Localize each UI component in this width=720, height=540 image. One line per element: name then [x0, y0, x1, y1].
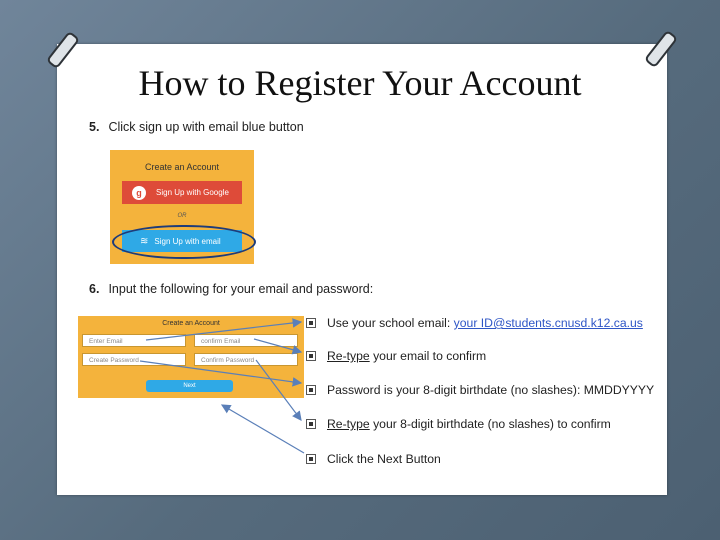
enter-email-field[interactable]: Enter Email — [82, 334, 186, 347]
list-item — [306, 452, 441, 466]
arrow — [256, 360, 301, 420]
slide-content — [78, 110, 661, 468]
bullet-box-icon — [306, 454, 316, 464]
item-emphasis: Re-type — [327, 349, 370, 363]
arrow — [146, 322, 301, 340]
or-divider: OR — [177, 213, 187, 219]
arrow — [222, 405, 304, 453]
email-icon: ≋ — [140, 235, 149, 247]
bullet-box-icon — [306, 318, 316, 328]
list-item — [306, 383, 654, 397]
step-number: 5. — [89, 120, 100, 134]
item-text: Use your school email: — [327, 316, 454, 330]
step-number: 6. — [89, 282, 100, 296]
item-text: your email to confirm — [369, 349, 487, 363]
school-email-link[interactable]: your ID@students.cnusd.k12.ca.us — [453, 316, 643, 330]
confirm-email-field[interactable]: confirm Email — [194, 334, 298, 347]
step-text: Click sign up with email blue button — [108, 120, 304, 134]
pointer-arrows — [78, 110, 661, 468]
google-signup-label: Sign Up with Google — [156, 188, 229, 197]
bullet-box-icon — [306, 419, 316, 429]
card-heading: Create an Account — [144, 162, 220, 172]
confirm-password-field[interactable]: Confirm Password — [194, 353, 298, 366]
slide-title: How to Register Your Account — [138, 63, 582, 103]
bullet-box-icon — [306, 385, 316, 395]
item-emphasis: Re-type — [327, 417, 370, 431]
arrow — [254, 339, 301, 352]
google-icon: g — [132, 186, 146, 200]
email-signup-label: Sign Up with email — [154, 236, 221, 246]
next-button[interactable]: Next — [146, 380, 233, 392]
create-password-field[interactable]: Create Password — [82, 353, 186, 366]
list-item — [306, 417, 611, 431]
list-item — [306, 349, 486, 363]
bullet-box-icon — [306, 351, 316, 361]
list-item — [306, 316, 643, 330]
item-text: your 8-digit birthdate (no slashes) to confirm — [369, 417, 611, 431]
item-text: Click the Next Button — [327, 452, 441, 466]
item-text: Password is your 8-digit birthdate (no slashes): MMDDYYYY — [327, 383, 655, 397]
form-heading: Create an Account — [162, 320, 220, 327]
step-text: Input the following for your email and password: — [108, 282, 374, 296]
arrow — [140, 361, 301, 383]
